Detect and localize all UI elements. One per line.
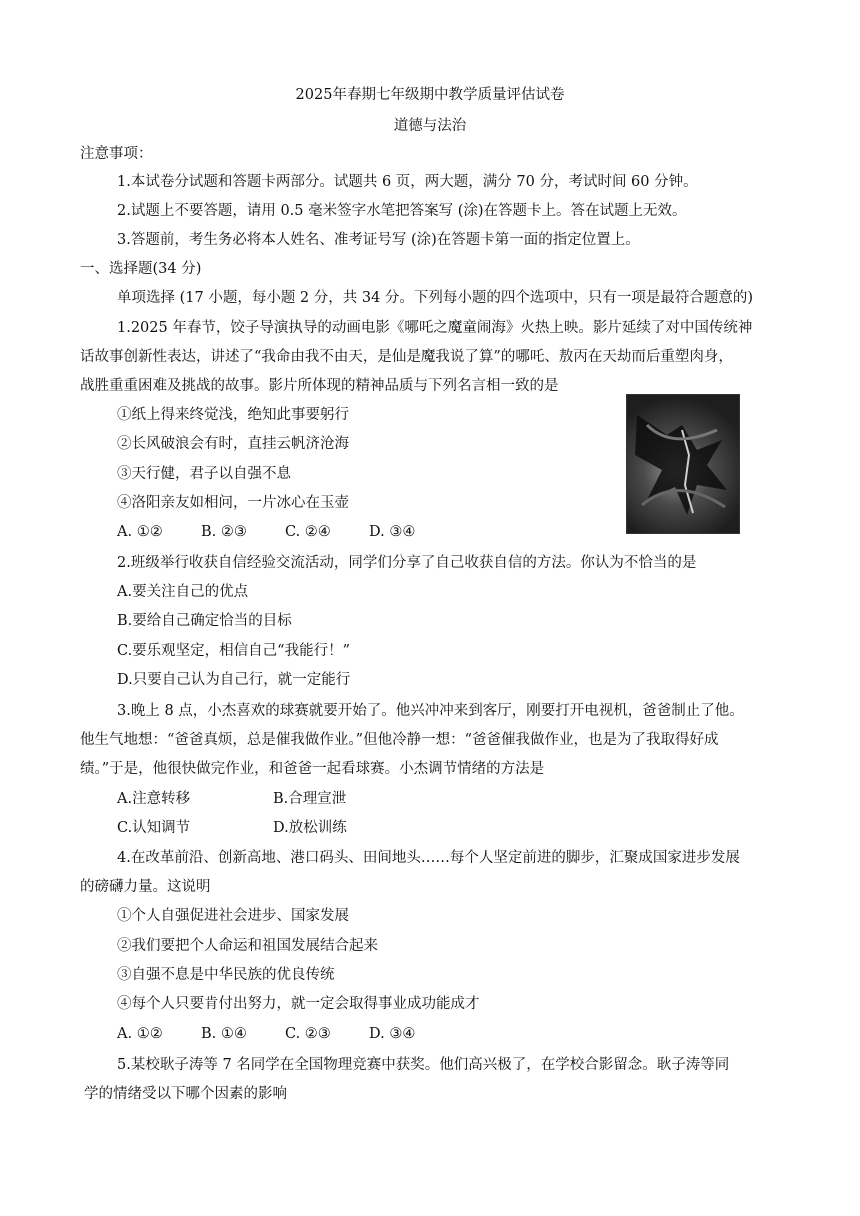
question-4-item: ②我们要把个人命运和祖国发展结合起来 xyxy=(117,938,378,954)
option-a: A.要关注自己的优点 xyxy=(117,584,249,600)
question-1-item: ③天行健，君子以自强不息 xyxy=(117,466,291,482)
question-3-options-row xyxy=(117,818,347,838)
question-3-options-row xyxy=(117,789,346,809)
notice-item: 1.本试卷分试题和答题卡两部分。试题共 6 页，两大题，满分 70 分，考试时间 60 分钟。 xyxy=(117,174,698,190)
question-1-item: ①纸上得来终觉浅，绝知此事要躬行 xyxy=(117,407,349,423)
option-b: B. ②③ xyxy=(201,524,247,540)
question-1-line: 话故事创新性表达，讲述了“我命由我不由天，是仙是魔我说了算”的哪吒、敖丙在天劫而后重塑肉身， xyxy=(80,349,733,365)
question-4-item: ③自强不息是中华民族的优良传统 xyxy=(117,967,335,983)
notice-heading: 注意事项： xyxy=(80,146,153,162)
option-d: D. ③④ xyxy=(369,524,416,540)
question-4-line: 4.在改革前沿、创新高地、港口码头、田间地头……每个人坚定前进的脚步，汇聚成国家进步发展 xyxy=(117,850,740,866)
notice-item: 3.答题前，考生务必将本人姓名、准考证号写 (涂)在答题卡第一面的指定位置上。 xyxy=(117,232,640,248)
question-4-line: 的磅礴力量。这说明 xyxy=(80,879,211,895)
option-d: D. ③④ xyxy=(369,1026,416,1042)
section-heading: 一、选择题(34 分) xyxy=(80,261,202,277)
question-4-options xyxy=(117,1024,415,1044)
question-5-line: 5.某校耿子涛等 7 名同学在全国物理竞赛中获奖。他们高兴极了，在学校合影留念。耿子涛等同 xyxy=(117,1057,730,1073)
option-a: A. ①② xyxy=(117,1026,163,1042)
option-c: C. ②④ xyxy=(285,524,331,540)
option-b: B.要给自己确定恰当的目标 xyxy=(117,613,292,629)
option-a: A.注意转移 xyxy=(117,791,191,807)
option-a: A. ①② xyxy=(117,524,163,540)
question-4-item: ①个人自强促进社会进步、国家发展 xyxy=(117,908,349,924)
option-d: D.放松训练 xyxy=(273,820,347,836)
movie-still-image xyxy=(626,394,740,534)
option-b: B. ①④ xyxy=(201,1026,247,1042)
question-4-item: ④每个人只要肯付出努力，就一定会取得事业成功能成才 xyxy=(117,996,480,1012)
question-3-line: 绩。”于是，他很快做完作业，和爸爸一起看球赛。小杰调节情绪的方法是 xyxy=(80,761,545,777)
question-1-item: ②长风破浪会有时，直挂云帆济沧海 xyxy=(117,436,349,452)
question-5-line: 学的情绪受以下哪个因素的影响 xyxy=(84,1086,287,1102)
question-1-options xyxy=(117,522,415,542)
question-3-line: 他生气地想：“爸爸真烦，总是催我做作业。”但他冷静一想：“爸爸催我做作业，也是为了我取得好成 xyxy=(80,732,719,748)
option-b: B.合理宣泄 xyxy=(273,791,347,807)
option-c: C.要乐观坚定，相信自己“我能行！” xyxy=(117,643,351,659)
question-1-item: ④洛阳亲友如相问，一片冰心在玉壶 xyxy=(117,495,349,511)
notice-item: 2.试题上不要答题，请用 0.5 毫米签字水笔把答案写 (涂)在答题卡上。答在试题上无效。 xyxy=(117,203,687,219)
option-c: C.认知调节 xyxy=(117,820,191,836)
question-1-line: 战胜重重困难及挑战的故事。影片所体现的精神品质与下列名言相一致的是 xyxy=(80,378,559,394)
exam-title: 2025年春期七年级期中教学质量评估试卷 xyxy=(295,87,565,103)
option-d: D.只要自己认为自己行，就一定能行 xyxy=(117,672,351,688)
question-3-line: 3.晚上 8 点，小杰喜欢的球赛就要开始了。他兴冲冲来到客厅，刚要打开电视机，爸爸制止了他。 xyxy=(117,703,744,719)
question-2-stem: 2.班级举行收获自信经验交流活动，同学们分享了自己收获自信的方法。你认为不恰当的是 xyxy=(117,555,697,571)
option-c: C. ②③ xyxy=(285,1026,331,1042)
question-1-line: 1.2025 年春节，饺子导演执导的动画电影《哪吒之魔童闹海》火热上映。影片延续了对中国传统神 xyxy=(117,320,753,336)
subject-title: 道德与法治 xyxy=(393,118,467,134)
section-instruction: 单项选择 (17 小题，每小题 2 分，共 34 分。下列每小题的四个选项中，只有一项是最符合题意的) xyxy=(117,290,754,306)
